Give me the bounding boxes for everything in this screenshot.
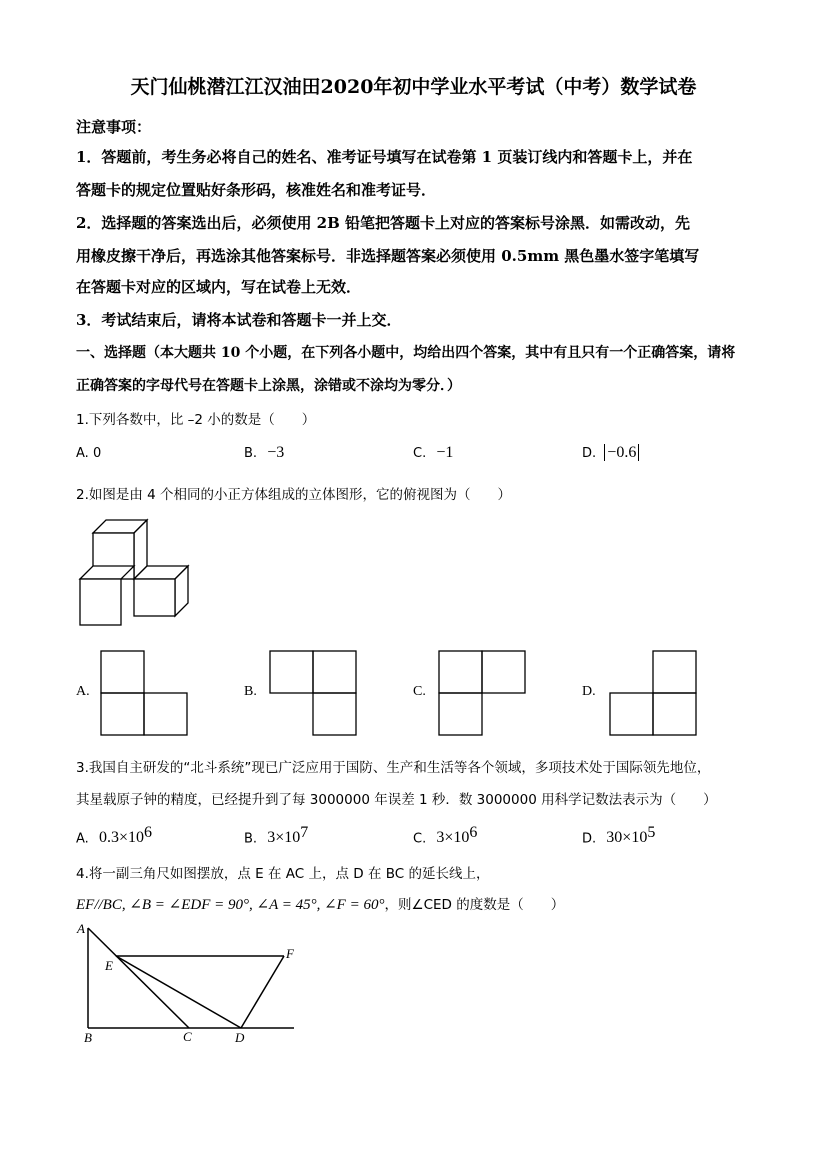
q1-option-b-label: B. bbox=[244, 446, 258, 461]
q4-line1: 4.将一副三角尺如图摆放，点 E 在 AC 上，点 D 在 BC 的延长线上， bbox=[76, 866, 490, 882]
q3-option-a-base: 0.3×10 bbox=[98, 829, 144, 847]
notice-item1-line1: 1．答题前，考生务必将自己的姓名、准考证号填写在试卷第 1 页装订线内和答题卡上，并在 bbox=[76, 148, 693, 166]
q2-option-b-figure bbox=[269, 650, 357, 736]
q4-line2 bbox=[76, 893, 564, 914]
q4-label-d: D bbox=[235, 1030, 245, 1045]
q2-option-c-label: C. bbox=[413, 684, 426, 699]
q1-option-d-label: D. bbox=[582, 446, 597, 461]
q3-line1: 3.我国自主研发的“北斗系统”现已广泛应用于国防、生产和生活等各个领域，多项技术处于国际领先地位， bbox=[76, 760, 711, 776]
q1-option-a bbox=[76, 446, 101, 461]
q1-option-c-value: −1 bbox=[436, 444, 454, 461]
q1-option-b-value: −3 bbox=[267, 444, 285, 461]
section1-line1: 一、选择题（本大题共 10 个小题，在下列各小题中，均给出四个答案，其中有且只有一个正确答案，请将 bbox=[76, 345, 736, 361]
notice-item2-line2: 用橡皮擦干净后，再选涂其他答案标号．非选择题答案必须使用 0.5mm 黑色墨水签字笔填写 bbox=[76, 247, 700, 265]
q1-option-d-value: −0.6 bbox=[604, 444, 639, 461]
notice-heading: 注意事项： bbox=[76, 118, 152, 136]
notice-item3: 3．考试结束后，请将本试卷和答题卡一并上交． bbox=[76, 311, 402, 329]
q1-option-c bbox=[413, 444, 453, 462]
q2-option-b-label: B. bbox=[244, 684, 257, 699]
q3-option-a bbox=[76, 824, 152, 847]
q2-option-a-figure bbox=[100, 650, 188, 736]
q3-option-c-base: 3×10 bbox=[436, 829, 470, 847]
notice-item1-line2: 答题卡的规定位置贴好条形码，核准姓名和准考证号． bbox=[76, 181, 437, 199]
q3-option-b bbox=[244, 824, 308, 847]
notice-item2-line3: 在答题卡对应的区域内，写在试卷上无效． bbox=[76, 278, 362, 296]
q1-option-a-label: A. bbox=[76, 446, 89, 461]
page-title: 天门仙桃潜江江汉油田2020年初中学业水平考试（中考）数学试卷 bbox=[130, 76, 697, 98]
q4-line2-tail: ，则∠CED 的度数是（ ） bbox=[384, 897, 565, 913]
q3-option-b-base: 3×10 bbox=[267, 829, 301, 847]
q1-option-c-label: C. bbox=[413, 446, 427, 461]
q2-option-a-label: A. bbox=[76, 684, 90, 699]
q3-option-d-label: D. bbox=[582, 831, 597, 847]
q4-label-e: E bbox=[105, 958, 113, 973]
q4-formula: EF//BC, ∠B = ∠EDF = 90°, ∠A = 45°, ∠F = 60° bbox=[76, 897, 385, 913]
q3-option-c-label: C. bbox=[413, 831, 427, 847]
q3-option-d bbox=[582, 824, 655, 847]
q2-option-d-label: D. bbox=[582, 684, 596, 699]
q3-option-a-label: A. bbox=[76, 831, 89, 847]
q3-option-a-exp: 6 bbox=[143, 824, 152, 841]
q3-option-d-base: 30×10 bbox=[606, 829, 648, 847]
q3-option-b-label: B. bbox=[244, 831, 258, 847]
q2-option-c-figure bbox=[438, 650, 526, 736]
q3-line2: 其星载原子钟的精度，已经提升到了每 3000000 年误差 1 秒．数 3000000 用科学记数法表示为（ ） bbox=[76, 792, 717, 808]
q2-stem: 2.如图是由 4 个相同的小正方体组成的立体图形，它的俯视图为（ ） bbox=[76, 487, 512, 503]
q4-triangle-figure bbox=[74, 920, 304, 1050]
q3-option-b-exp: 7 bbox=[300, 824, 309, 841]
q2-cube-figure bbox=[78, 518, 193, 628]
q4-label-a: A bbox=[77, 921, 85, 936]
q1-option-d bbox=[582, 444, 639, 462]
q4-label-c: C bbox=[183, 1029, 192, 1044]
q1-option-b bbox=[244, 444, 284, 462]
q4-label-f: F bbox=[286, 946, 294, 961]
section1-line2: 正确答案的字母代号在答题卡上涂黑，涂错或不涂均为零分．） bbox=[76, 378, 461, 394]
q3-option-d-exp: 5 bbox=[647, 824, 656, 841]
notice-item2-line1: 2．选择题的答案选出后，必须使用 2B 铅笔把答题卡上对应的答案标号涂黑．如需改动，先 bbox=[76, 214, 691, 232]
q2-option-d-figure bbox=[609, 650, 697, 736]
q1-option-a-value: 0 bbox=[92, 446, 102, 461]
q1-stem: 1.下列各数中，比 –2 小的数是（ ） bbox=[76, 412, 316, 428]
q3-option-c-exp: 6 bbox=[469, 824, 478, 841]
q3-option-c bbox=[413, 824, 477, 847]
q4-label-b: B bbox=[84, 1030, 92, 1045]
